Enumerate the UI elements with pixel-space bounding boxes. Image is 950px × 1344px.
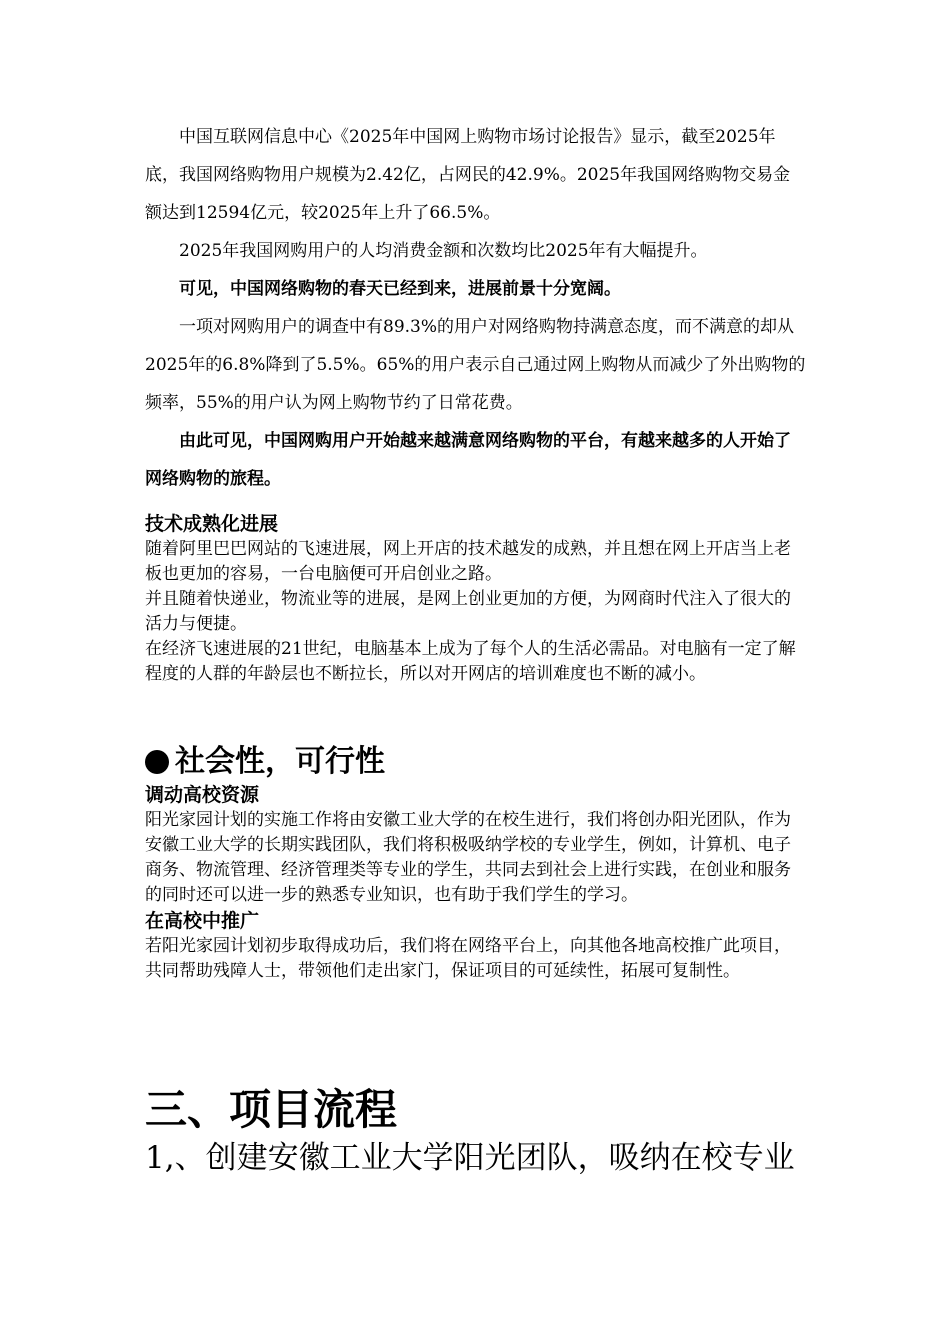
social-subheading-2: 在高校中推广 bbox=[145, 910, 260, 932]
tech-paragraph-3: 在经济飞速进展的21世纪，电脑基本上成为了每个人的生活必需品。对电脑有一定了解程度的人群的年龄层也不断拉长，所以对开网店的培训难度也不断的减小。 bbox=[145, 639, 796, 684]
tech-paragraph-2: 并且随着快递业，物流业等的进展，是网上创业更加的方便，为网商时代注入了很大的活力与便捷。 bbox=[145, 589, 791, 634]
tech-section bbox=[145, 511, 807, 687]
process-step-1: 1,、创建安徽工业大学阳光团队，吸纳在校专业 bbox=[145, 1140, 795, 1176]
social-paragraph-1: 阳光家园计划的实施工作将由安徽工业大学的在校生进行，我们将创办阳光团队，作为安徽工业大学的长期实践团队，我们将积极吸纳学校的专业学生，例如，计算机、电子商务、物流管理、经济管理类等专业的学生，共同去到社会上进行实践，在创业和服务的同时还可以进一步的熟悉专业知识，也有助于我们学生的学习。 bbox=[145, 810, 791, 905]
process-heading: 三、项目流程 bbox=[145, 1085, 398, 1134]
intro-paragraph-2: 2025年我国网购用户的人均消费金额和次数均比2025年有大幅提升。 bbox=[179, 241, 708, 261]
intro-paragraph-5: 由此可见，中国网购用户开始越来越满意网络购物的平台，有越来越多的人开始了网络购物的旅程。 bbox=[145, 431, 791, 489]
bullet-icon bbox=[145, 750, 169, 774]
tech-heading: 技术成熟化进展 bbox=[145, 513, 279, 535]
intro-paragraph-1: 中国互联网信息中心《2025年中国网上购物市场讨论报告》显示，截至2025年底，我国网络购物用户规模为2.42亿，占网民的42.9%。2025年我国网络购物交易金额达到12594亿元，较2025年上升了66.5%。 bbox=[145, 127, 791, 223]
tech-paragraph-1: 随着阿里巴巴网站的飞速进展，网上开店的技术越发的成熟，并且想在网上开店当上老板也更加的容易，一台电脑便可开启创业之路。 bbox=[145, 539, 791, 584]
social-heading-text: 社会性，可行性 bbox=[175, 744, 385, 779]
intro-paragraph-3: 可见，中国网络购物的春天已经到来，进展前景十分宽阔。 bbox=[179, 279, 621, 299]
social-subheading-1: 调动高校资源 bbox=[145, 784, 260, 806]
intro-paragraph-4: 一项对网购用户的调查中有89.3%的用户对网络购物持满意态度，而不满意的却从2025年的6.8%降到了5.5%。65%的用户表示自己通过网上购物从而减少了外出购物的频率，55%的用户认为网上购物节约了日常花费。 bbox=[145, 317, 806, 413]
social-section bbox=[145, 742, 807, 984]
process-section bbox=[145, 1084, 807, 1180]
social-paragraph-2: 若阳光家园计划初步取得成功后，我们将在网络平台上，向其他各地高校推广此项目，共同帮助残障人士，带领他们走出家门，保证项目的可延续性，拓展可复制性。 bbox=[145, 936, 791, 981]
social-heading bbox=[145, 742, 807, 782]
intro-section bbox=[145, 118, 807, 498]
